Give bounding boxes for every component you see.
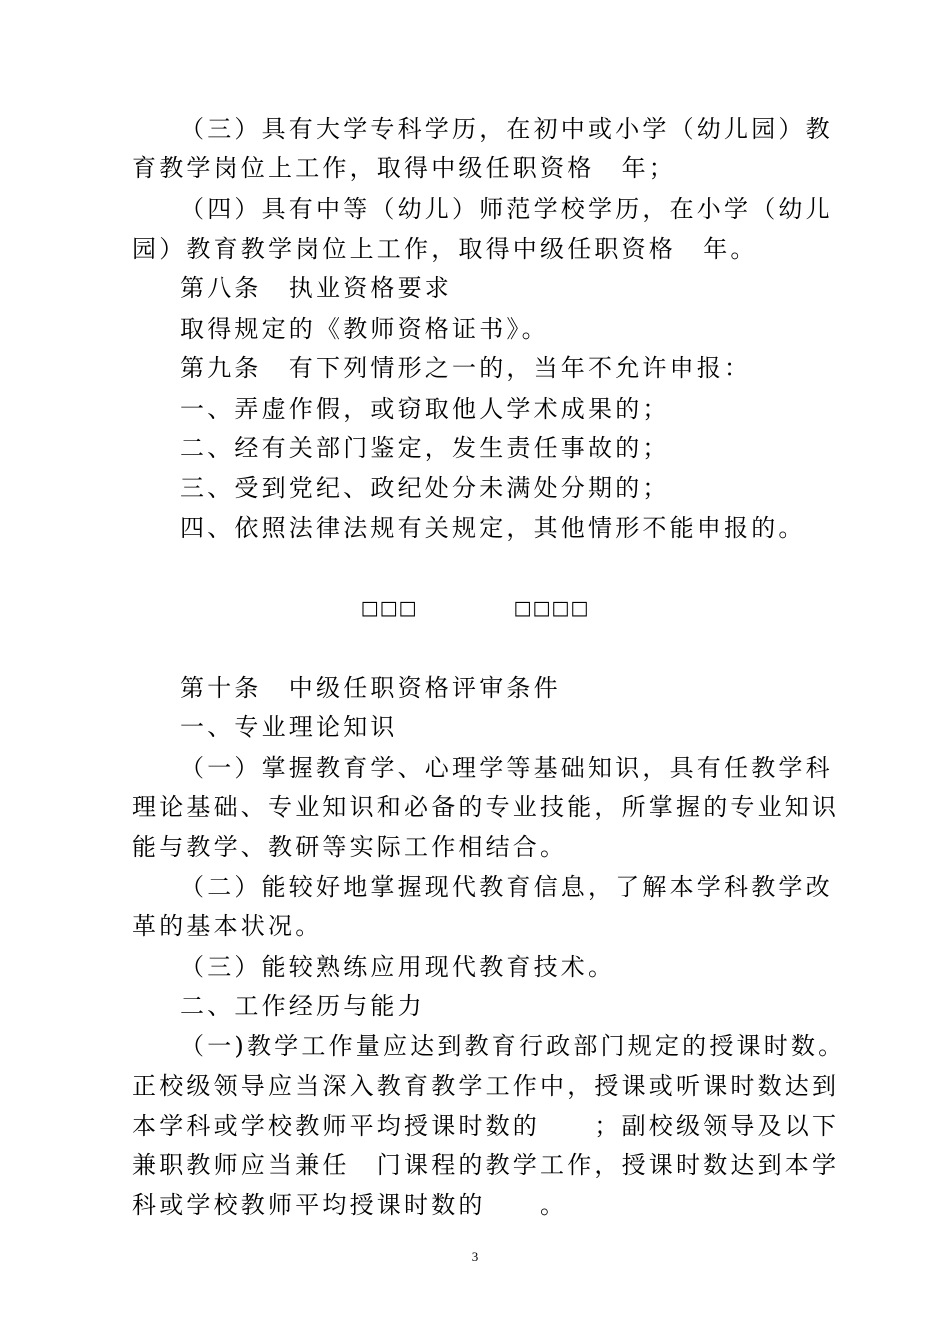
paragraph-line: 育教学岗位上工作，取得中级任职资格 年； <box>132 154 676 182</box>
list-item: 三、受到党纪、政纪处分未满处分期的； <box>180 474 670 502</box>
list-item: 一、弄虚作假，或窃取他人学术成果的； <box>180 395 670 423</box>
paragraph-line: 革的基本状况。 <box>132 912 323 940</box>
paragraph-line: 能与教学、教研等实际工作相结合。 <box>132 833 568 861</box>
paragraph-line: 取得规定的《教师资格证书》。 <box>180 315 549 343</box>
paragraph-line: 本学科或学校教师平均授课时数的 ；副校级领导及以下 <box>132 1112 840 1140</box>
list-item: 四、依照法律法规有关规定，其他情形不能申报的。 <box>180 514 806 542</box>
paragraph-line: （三）能较熟练应用现代教育技术。 <box>180 953 616 981</box>
paragraph-line: （一)教学工作量应达到教育行政部门规定的授课时数。 <box>180 1032 846 1060</box>
paragraph-line: 兼职教师应当兼任 门课程的教学工作，授课时数达到本学 <box>132 1151 840 1179</box>
section-heading-title: □□□□ <box>513 597 590 619</box>
section-heading-number: □□□ <box>360 597 418 619</box>
paragraph-line: （三）具有大学专科学历，在初中或小学（幼儿园）教 <box>180 115 833 143</box>
article-heading: 第十条 中级任职资格评审条件 <box>180 674 561 702</box>
paragraph-line: （一）掌握教育学、心理学等基础知识，具有任教学科 <box>180 754 833 782</box>
subsection-heading: 一、专业理论知识 <box>180 713 398 741</box>
page-number: 3 <box>471 1249 479 1264</box>
paragraph-line: （四）具有中等（幼儿）师范学校学历，在小学（幼儿 <box>180 195 833 223</box>
list-item: 二、经有关部门鉴定，发生责任事故的； <box>180 434 670 462</box>
subsection-heading: 二、工作经历与能力 <box>180 992 425 1020</box>
article-heading: 第八条 执业资格要求 <box>180 274 452 302</box>
paragraph-line: 园）教育教学岗位上工作，取得中级任职资格 年。 <box>132 235 758 263</box>
article-heading: 第九条 有下列情形之一的，当年不允许申报： <box>180 354 752 382</box>
paragraph-line: 正校级领导应当深入教育教学工作中，授课或听课时数达到 <box>132 1072 840 1100</box>
paragraph-line: 理论基础、专业知识和必备的专业技能，所掌握的专业知识 <box>132 793 840 821</box>
paragraph-line: 科或学校教师平均授课时数的 。 <box>132 1191 568 1219</box>
paragraph-line: （二）能较好地掌握现代教育信息，了解本学科教学改 <box>180 873 833 901</box>
section-heading <box>0 588 950 628</box>
